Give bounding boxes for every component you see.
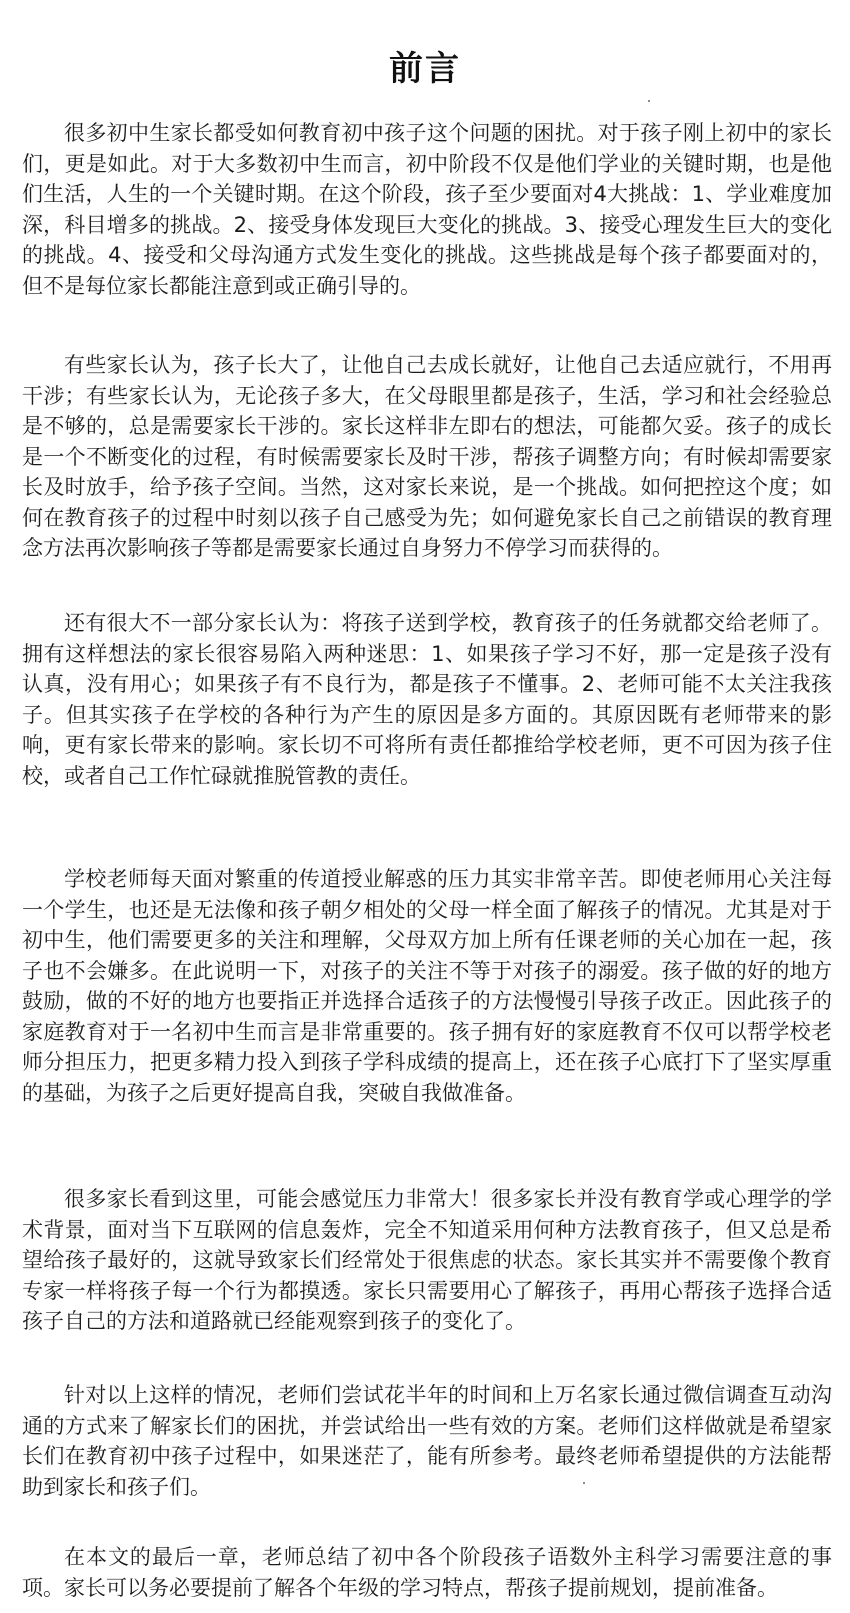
scan-speck bbox=[648, 100, 650, 102]
paragraph-2: 有些家长认为，孩子长大了，让他自己去成长就好，让他自己去适应就行，不用再干涉；有些家长认为，无论孩子多大，在父母眼里都是孩子，生活，学习和社会经验总是不够的，总是需要家长干涉的。家长这样非左即右的想法，可能都欠妥。孩子的成长是一个不断变化的过程，有时候需要家长及时干涉，帮孩子调整方向；有时候却需要家长及时放手，给予孩子空间。当然，这对家长来说，是一个挑战。如何把控这个度；如何在教育孩子的过程中时刻以孩子自己感受为先；如何避免家长自己之前错误的教育理念方法再次影响孩子等都是需要家长通过自身努力不停学习而获得的。 bbox=[22, 353, 832, 560]
paragraph-6: 针对以上这样的情况，老师们尝试花半年的时间和上万名家长通过微信调查互动沟通的方式来了解家长们的困扰，并尝试给出一些有效的方案。老师们这样做就是希望家长们在教育初中孩子过程中，如果迷茫了，能有所参考。最终老师希望提供的方法能帮助到家长和孩子们。 bbox=[22, 1383, 832, 1499]
paragraph-4: 学校老师每天面对繁重的传道授业解惑的压力其实非常辛苦。即使老师用心关注每一个学生，也还是无法像和孩子朝夕相处的父母一样全面了解孩子的情况。尤其是对于初中生，他们需要更多的关注和理解，父母双方加上所有任课老师的关心加在一起，孩子也不会嫌多。在此说明一下，对孩子的关注不等于对孩子的溺爱。孩子做的好的地方鼓励，做的不好的地方也要指正并选择合适孩子的方法慢慢引导孩子改正。因此孩子的家庭教育对于一名初中生而言是非常重要的。孩子拥有好的家庭教育不仅可以帮学校老师分担压力，把更多精力投入到孩子学科成绩的提高上，还在孩子心底打下了坚实厚重的基础，为孩子之后更好提高自我，突破自我做准备。 bbox=[22, 867, 832, 1105]
paragraph-5: 很多家长看到这里，可能会感觉压力非常大！很多家长并没有教育学或心理学的学术背景，面对当下互联网的信息轰炸，完全不知道采用何种方法教育孩子，但又总是希望给孩子最好的，这就导致家长们经常处于很焦虑的状态。家长其实并不需要像个教育专家一样将孩子每一个行为都摸透。家长只需要用心了解孩子，再用心帮孩子选择合适孩子自己的方法和道路就已经能观察到孩子的变化了。 bbox=[22, 1187, 832, 1333]
scan-speck bbox=[583, 1482, 585, 1484]
paragraph-7: 在本文的最后一章，老师总结了初中各个阶段孩子语数外主科学习需要注意的事项。家长可以务必要提前了解各个年级的学习特点，帮孩子提前规划，提前准备。 bbox=[22, 1545, 832, 1600]
page-title: 前言 bbox=[389, 48, 461, 89]
paragraph-1: 很多初中生家长都受如何教育初中孩子这个问题的困扰。对于孩子刚上初中的家长们，更是如此。对于大多数初中生而言，初中阶段不仅是他们学业的关键时期，也是他们生活，人生的一个关键时期。在这个阶段，孩子至少要面对4大挑战：1、学业难度加深，科目增多的挑战。2、接受身体发现巨大变化的挑战。3、接受心理发生巨大的变化的挑战。4、接受和父母沟通方式发生变化的挑战。这些挑战是每个孩子都要面对的，但不是每位家长都能注意到或正确引导的。 bbox=[22, 121, 832, 298]
paragraph-3: 还有很大不一部分家长认为：将孩子送到学校，教育孩子的任务就都交给老师了。拥有这样想法的家长很容易陷入两种迷思：1、如果孩子学习不好，那一定是孩子没有认真，没有用心；如果孩子有不良行为，都是孩子不懂事。2、老师可能不太关注我孩子。但其实孩子在学校的各种行为产生的原因是多方面的。其原因既有老师带来的影响，更有家长带来的影响。家长切不可将所有责任都推给学校老师，更不可因为孩子住校，或者自己工作忙碌就推脱管教的责任。 bbox=[22, 611, 832, 788]
